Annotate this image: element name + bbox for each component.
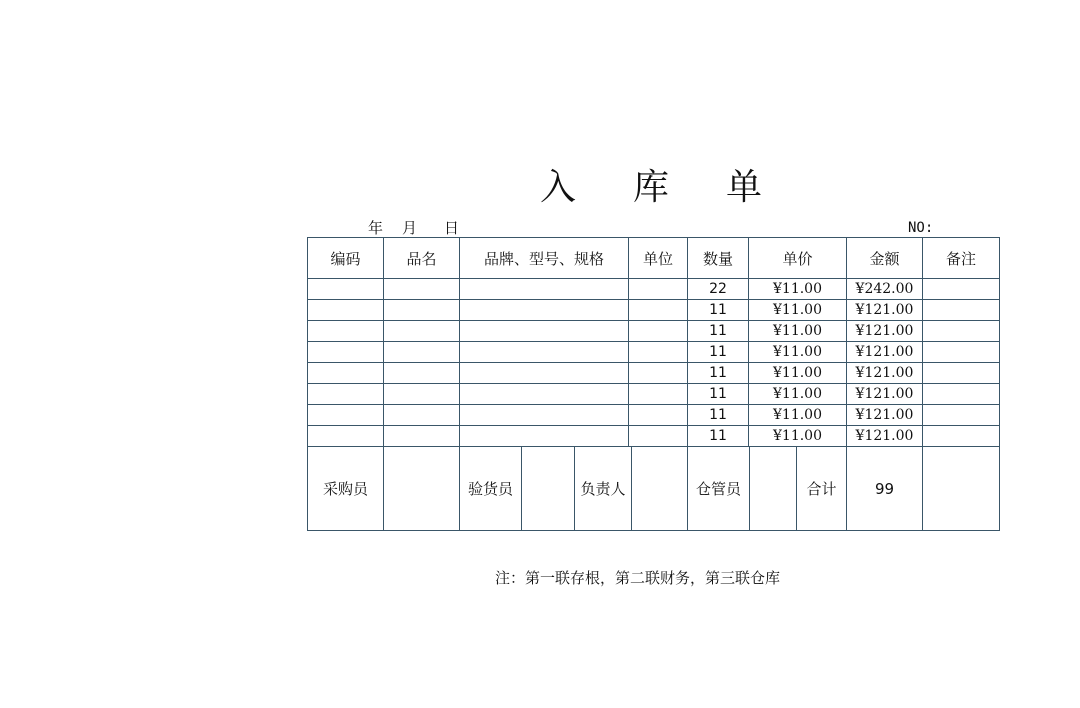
header-amount: 金额 [847,238,923,279]
cell-code[interactable] [308,342,384,363]
cell-price[interactable]: ¥11.00 [749,279,847,300]
cell-qty[interactable]: 11 [688,321,749,342]
date-month-label: 月 [402,219,418,237]
cell-spec[interactable] [460,279,629,300]
header-name: 品名 [384,238,460,279]
table-row [308,279,1000,300]
cell-spec[interactable] [460,300,629,321]
cell-spec[interactable] [460,321,629,342]
cell-remark[interactable] [923,342,1000,363]
cell-name[interactable] [384,405,460,426]
cell-qty[interactable]: 11 [688,426,749,447]
cell-remark[interactable] [923,384,1000,405]
cell-qty[interactable]: 11 [688,342,749,363]
cell-qty[interactable]: 11 [688,363,749,384]
inspector-label: 验货员 [460,447,522,530]
cell-remark[interactable] [923,405,1000,426]
keeper-label: 仓管员 [688,447,750,530]
cell-unit[interactable] [629,321,688,342]
title-char-1: 入 [539,167,576,208]
cell-remark[interactable] [923,321,1000,342]
cell-name[interactable] [384,300,460,321]
cell-remark[interactable] [923,363,1000,384]
table-row [308,342,1000,363]
form-title [508,166,808,210]
cell-remark[interactable] [923,279,1000,300]
table-header-row [308,238,1000,279]
cell-price[interactable]: ¥11.00 [749,363,847,384]
cell-unit[interactable] [629,405,688,426]
cell-name[interactable] [384,279,460,300]
cell-spec[interactable] [460,342,629,363]
cell-unit[interactable] [629,426,688,447]
cell-code[interactable] [308,405,384,426]
footnote: 注：第一联存根，第二联财务，第三联仓库 [495,569,781,587]
manager-value[interactable] [632,447,687,530]
cell-amount[interactable]: ¥242.00 [847,279,923,300]
header-qty: 数量 [688,238,749,279]
date-line [368,218,464,238]
cell-spec[interactable] [460,363,629,384]
cell-name[interactable] [384,384,460,405]
cell-code[interactable] [308,321,384,342]
cell-unit[interactable] [629,342,688,363]
header-code: 编码 [308,238,384,279]
date-day-label: 日 [444,219,460,237]
cell-amount[interactable]: ¥121.00 [847,384,923,405]
cell-unit[interactable] [629,363,688,384]
cell-remark[interactable] [923,300,1000,321]
cell-code[interactable] [308,279,384,300]
date-year-label: 年 [368,219,384,237]
cell-unit[interactable] [629,279,688,300]
table-row [308,363,1000,384]
title-char-2: 库 [632,167,669,208]
cell-qty[interactable]: 11 [688,300,749,321]
purchaser-value[interactable] [384,447,460,531]
cell-spec[interactable] [460,405,629,426]
receipt-table [307,237,1000,531]
cell-amount[interactable]: ¥121.00 [847,321,923,342]
cell-price[interactable]: ¥11.00 [749,405,847,426]
cell-amount[interactable]: ¥121.00 [847,426,923,447]
header-unit: 单位 [629,238,688,279]
cell-unit[interactable] [629,300,688,321]
keeper-value[interactable] [750,447,797,530]
cell-code[interactable] [308,363,384,384]
header-remark: 备注 [923,238,1000,279]
footer-remark[interactable] [923,447,1000,531]
cell-qty[interactable]: 22 [688,279,749,300]
cell-name[interactable] [384,321,460,342]
cell-name[interactable] [384,426,460,447]
header-price: 单价 [749,238,847,279]
total-label: 合计 [806,480,837,498]
table-row [308,426,1000,447]
cell-unit[interactable] [629,384,688,405]
cell-name[interactable] [384,363,460,384]
keeper-cell [688,447,847,531]
table-footer-row [308,447,1000,531]
cell-price[interactable]: ¥11.00 [749,300,847,321]
total-value: 99 [847,447,923,531]
cell-spec[interactable] [460,384,629,405]
table-row [308,405,1000,426]
purchaser-label: 采购员 [308,447,384,531]
form-number-label: NO: [908,220,934,236]
table-row [308,384,1000,405]
inspector-manager-cell [460,447,688,531]
cell-code[interactable] [308,426,384,447]
cell-price[interactable]: ¥11.00 [749,321,847,342]
table-row [308,321,1000,342]
cell-price[interactable]: ¥11.00 [749,384,847,405]
cell-price[interactable]: ¥11.00 [749,426,847,447]
cell-spec[interactable] [460,426,629,447]
manager-label: 负责人 [575,447,632,530]
cell-code[interactable] [308,300,384,321]
cell-remark[interactable] [923,426,1000,447]
cell-price[interactable]: ¥11.00 [749,342,847,363]
header-spec: 品牌、型号、规格 [460,238,629,279]
cell-amount[interactable]: ¥121.00 [847,363,923,384]
inspector-value[interactable] [522,447,575,530]
title-char-3: 单 [725,167,762,208]
cell-qty[interactable]: 11 [688,384,749,405]
table-row [308,300,1000,321]
cell-amount[interactable]: ¥121.00 [847,342,923,363]
cell-amount[interactable]: ¥121.00 [847,300,923,321]
cell-name[interactable] [384,342,460,363]
cell-amount[interactable]: ¥121.00 [847,405,923,426]
cell-qty[interactable]: 11 [688,405,749,426]
cell-code[interactable] [308,384,384,405]
